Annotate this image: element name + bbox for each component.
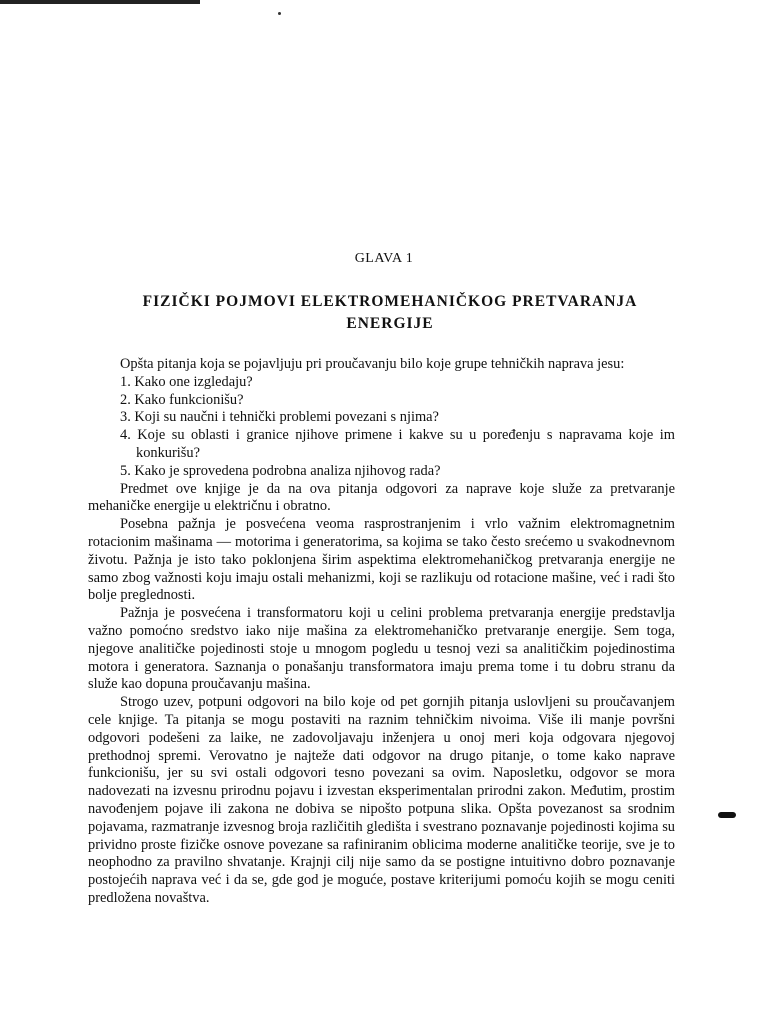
chapter-label: GLAVA 1 bbox=[354, 251, 414, 266]
scan-margin-mark bbox=[718, 812, 736, 818]
question-item: 2. Kako funkcionišu? bbox=[120, 391, 244, 408]
document-body bbox=[88, 356, 675, 908]
body-paragraph: Pažnja je posvećena i transformatoru koji u celini problema pretvaranja energije predstavlja važno pomoćno sredstvo iako nije mašina za elektromehaničko pretvaranje energije. Sem toga, njegove analitičke pojedinosti stoje u mnogom pogledu u tesnoj vezi sa analitičkim pojedinostima motora i generatora. Saznanja o ponašanju transformatora imaju prema tome i tu dobru stranu da služe kao dopuna proučavanju mašina. bbox=[88, 605, 675, 693]
body-paragraph: Posebna pažnja je posvećena veoma rasprostranjenim i vrlo važnim elektromagnetnim rotacionim mašinama — motorima i generatorima, sa kojima se tako često srećemo u svakodnevnom životu. Pažnja je isto tako poklonjena širim aspektima elektromehaničkog pretvaranja energije ne samo zbog važnosti koju imaju ostali mehanizmi, koji se razlikuju od rotacione mašine, već i radi što bolje preglednosti. bbox=[88, 516, 675, 604]
scan-edge-mark bbox=[0, 0, 200, 4]
question-item: 1. Kako one izgledaju? bbox=[120, 373, 253, 390]
question-item: 5. Kako je sprovedena podrobna analiza njihovog rada? bbox=[120, 462, 441, 479]
question-item: 3. Koji su naučni i tehnički problemi povezani s njima? bbox=[120, 409, 439, 426]
scan-dust-dot bbox=[278, 12, 281, 15]
chapter-title: FIZIČKI POJMOVI ELEKTROMEHANIČKOG PRETVARANJA ENERGIJE bbox=[142, 293, 638, 332]
question-item: 4. Koje su oblasti i granice njihove primene i kakve su u poređenju s napravama koje im konkurišu? bbox=[120, 427, 675, 461]
body-paragraph: Strogo uzev, potpuni odgovori na bilo koje od pet gornjih pitanja uslovljeni su proučavanjem cele knjige. Ta pitanja se mogu postaviti na raznim tehničkim nivoima. Više ili manje površni odgovori podešeni za laike, ne zadovoljavaju inženjera u onoj meri koja odgovara njegovoj prethodnoj spremi. Verovatno je najteže dati odgovor na drugo pitanje, o tome kako naprave funkcionišu, jer su svi ostali odgovori tesno povezani sa ovim. Naposletku, odgovor se mora nadovezati na izvesnu prirodnu pojavu i izvestan eksperimentalan prirodni zakon. Međutim, prostim navođenjem pojave ili zakona ne dobiva se nipošto potpuna slika. Opšta povezanost sa srodnim pojavama, razmatranje izvesnog broja različitih gledišta i svestrano poznavanje pojedinosti kojima su prividno proste fizičke osnove povezane sa rafiniranim oblicima moderne analitičke teorije, sve je to neophodno za pravilno shvatanje. Krajnji cilj nije samo da se postigne intuitivno dobro poznavanje postojećih naprava već i da se, gde god je moguće, postave kriterijumi pomoću kojih se mogu ceniti predložena novaštva. bbox=[88, 694, 675, 906]
body-paragraph: Predmet ove knjige je da na ova pitanja odgovori za naprave koje služe za pretvaranje mehaničke energije u električnu i obratno. bbox=[88, 480, 675, 515]
intro-paragraph: Opšta pitanja koja se pojavljuju pri proučavanju bilo koje grupe tehničkih naprava jesu: bbox=[120, 356, 625, 372]
question-list bbox=[88, 374, 675, 481]
